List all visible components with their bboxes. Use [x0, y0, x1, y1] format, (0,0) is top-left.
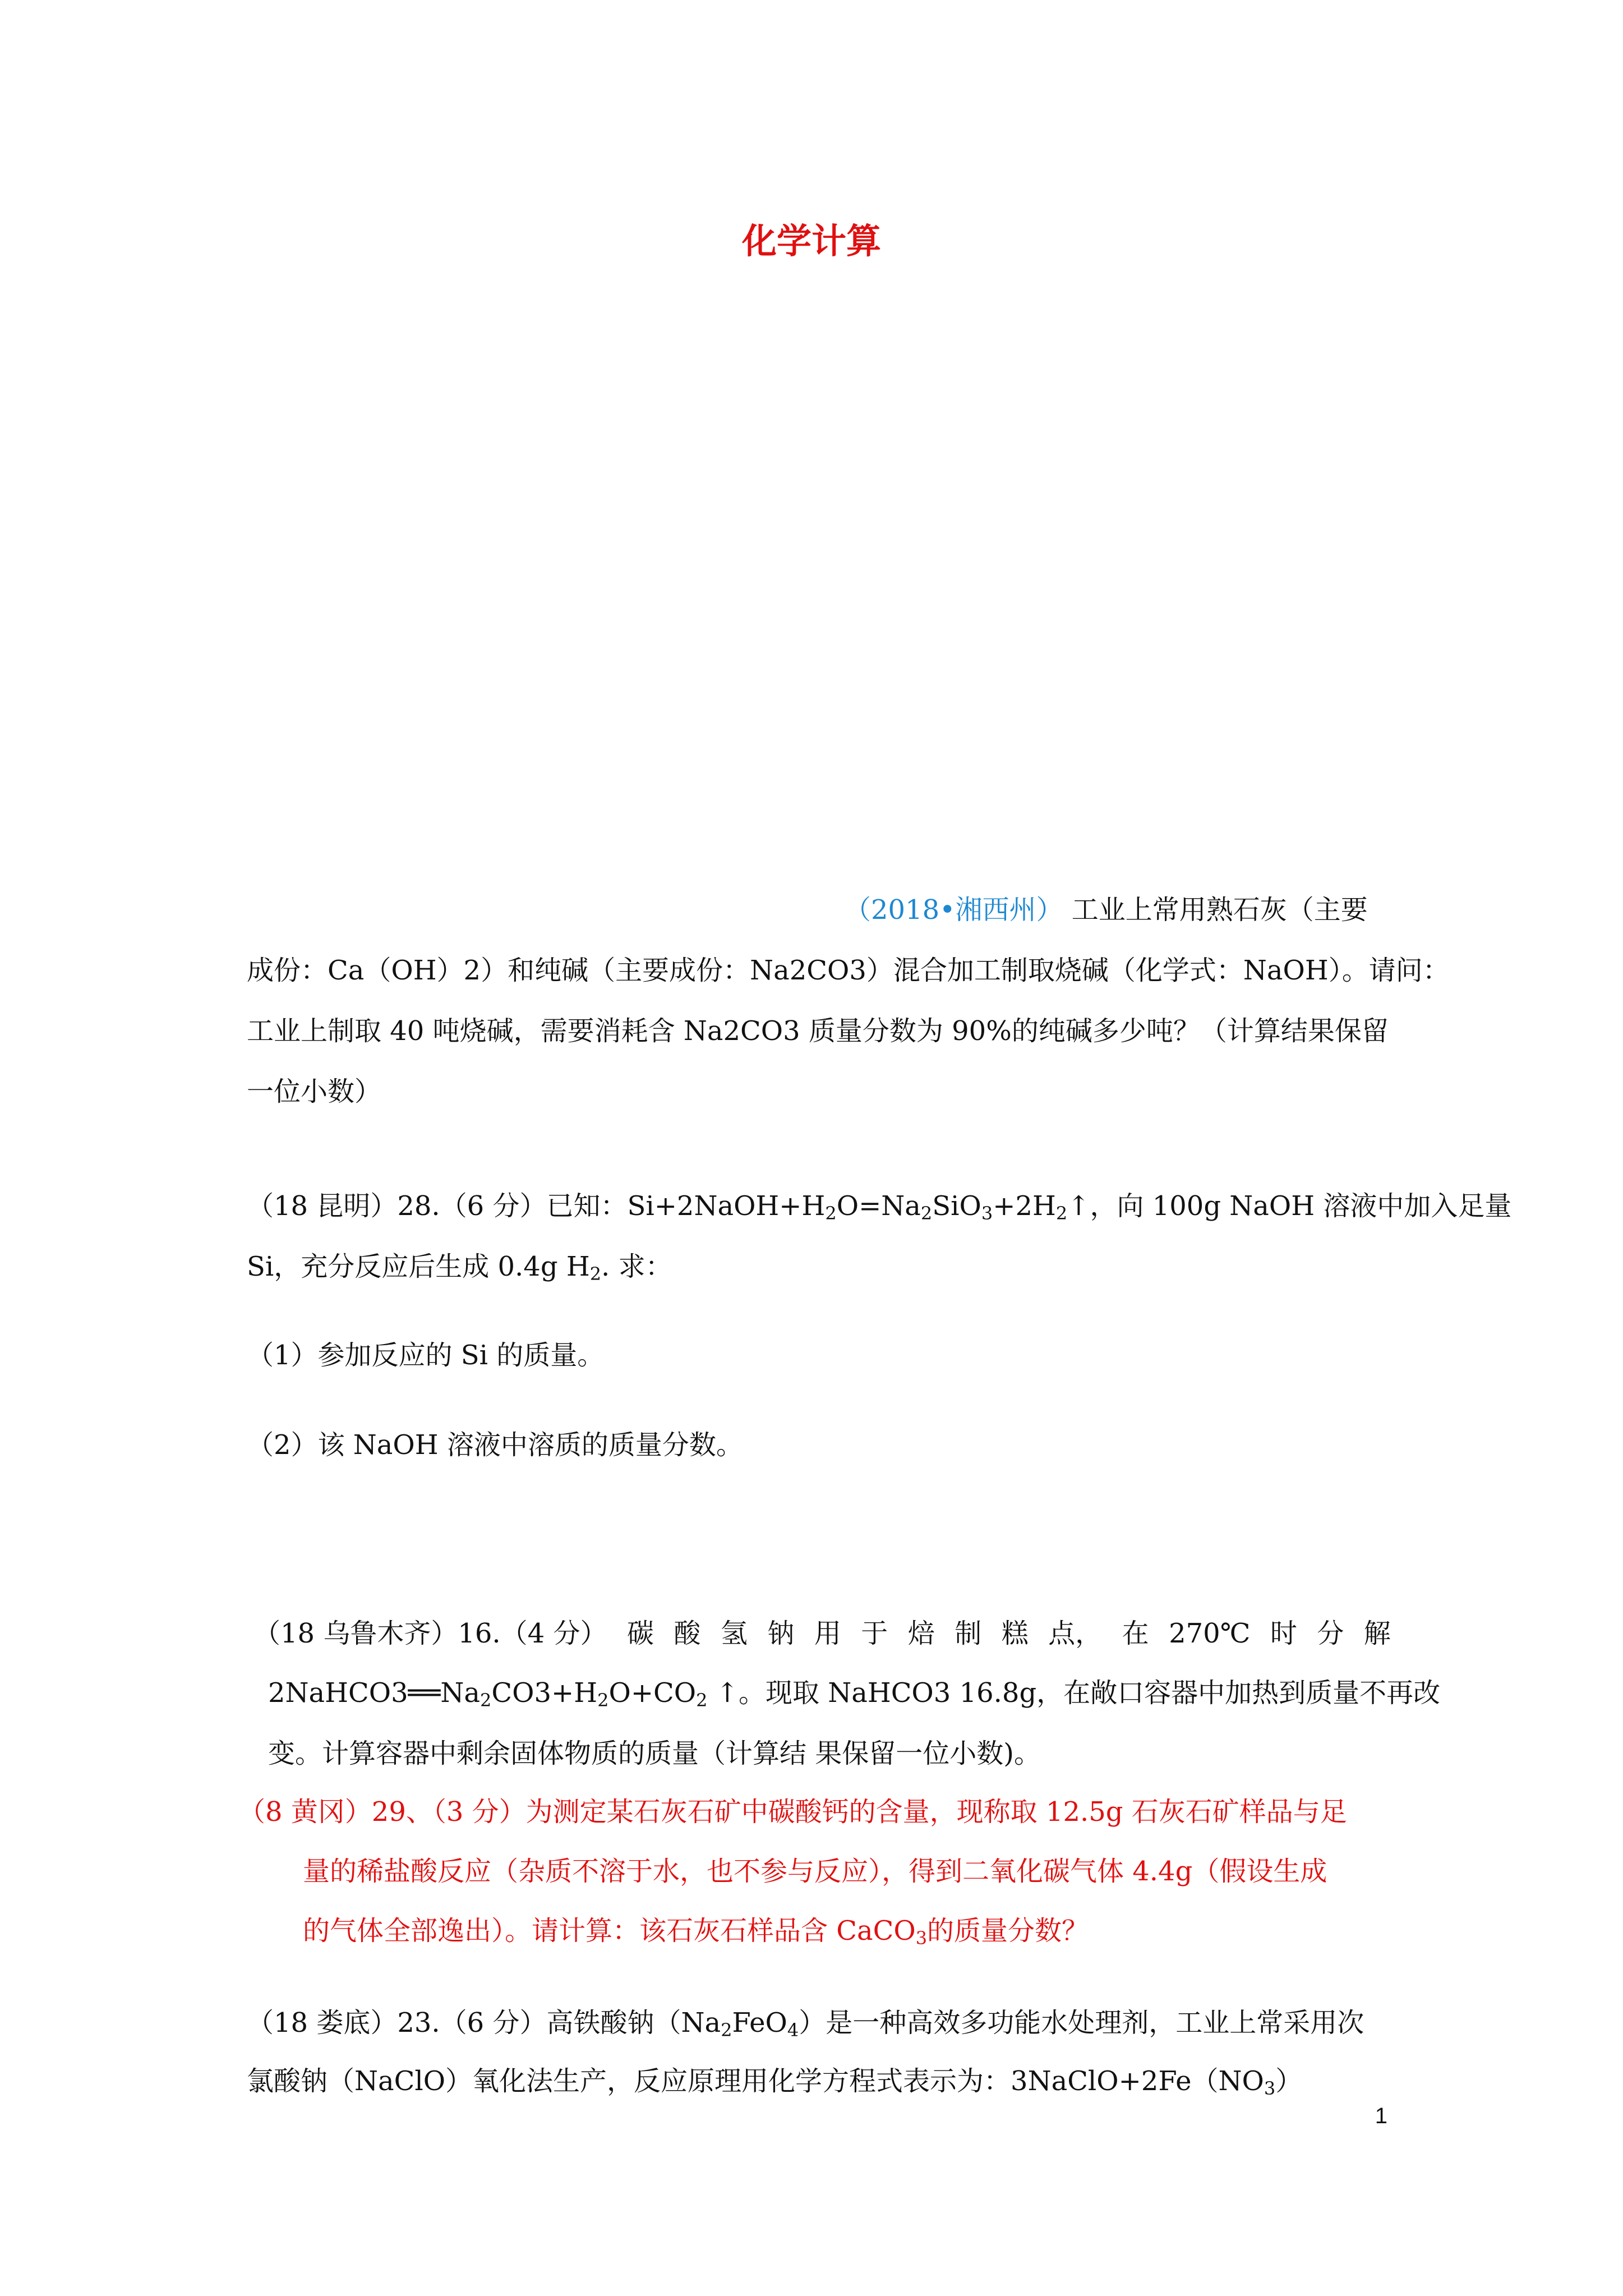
q3-line-1-part: 在 [1122, 1618, 1149, 1649]
q1-line-2: 成份：Ca（OH）2）和纯碱（主要成份：Na2CO3）混合加工制取烧碱（化学式：NaOH）。请问： [247, 955, 1450, 986]
q3-line-3: 变。计算容器中剩余固体物质的质量（计算结 果保留一位小数)。 [268, 1738, 1041, 1769]
q2-item-1: （1）参加反应的 Si 的质量。 [247, 1340, 605, 1371]
q3-line-1-part: 时 [1270, 1618, 1297, 1649]
q3-line-1-part: 用 [814, 1618, 841, 1649]
q5-line-2: 氯酸钠（NaClO）氧化法生产，反应原理用化学方程式表示为：$3NaClO+2Fe(NO_3)$ [247, 2065, 1303, 2099]
q3-line-1-part: 解 [1363, 1618, 1391, 1649]
q4-line-3: 的气体全部逸出）。请计算：该石灰石样品含 CaCO$_3$的质量分数？ [303, 1915, 1089, 1949]
q3-line-1-part: 分 [1317, 1618, 1344, 1649]
q3-line-1-part: 焙 [907, 1618, 935, 1649]
q4-line-2: 量的稀盐酸反应（杂质不溶于水，也不参与反应），得到二氧化碳气体 4.4g（假设生成 [303, 1856, 1327, 1887]
q1-line-4: 一位小数） [247, 1076, 382, 1107]
q3-line-1 [253, 1617, 1391, 1650]
q3-line-1-part: 酸 [674, 1618, 701, 1649]
q2-item-2: （2）该 NaOH 溶液中溶质的质量分数。 [247, 1429, 743, 1461]
q3-line-1-part: 点， [1048, 1618, 1103, 1649]
q2-line-1: （18 昆明）28.（6 分）已知：$Si+2NaOH+H_2O=Na_2SiO_3+2H_2↑$，向 100g NaOH 溶液中加入足量 [247, 1190, 1512, 1224]
q1-line-1 [844, 893, 1394, 927]
q3-line-1-part: 制 [955, 1618, 982, 1649]
q1-source: （2018•湘西州） [844, 894, 1063, 926]
q3-line-2: $2NaHCO3══Na_2CO3+H_2O+CO_2$ ↑。现取 NaHCO3 16.8g，在敞口容器中加热到质量不再改 [268, 1677, 1441, 1711]
q3-line-1-part: 钠 [767, 1618, 795, 1649]
q4-line-1: （8 黄冈）29、（3 分）为测定某石灰石矿中碳酸钙的含量，现称取 12.5g 石灰石矿样品与足 [238, 1796, 1347, 1828]
q3-line-1-part: （18 乌鲁木齐）16.（4 分） [253, 1618, 607, 1649]
q3-line-1-part: 270℃ [1169, 1618, 1251, 1649]
page-title: 化学计算 [741, 220, 881, 261]
q1-line-3: 工业上制取 40 吨烧碱，需要消耗含 Na2CO3 质量分数为 90%的纯碱多少吨？（计算结果保留 [247, 1015, 1389, 1047]
q3-line-1-part: 氢 [720, 1618, 748, 1649]
q5-line-1: （18 娄底）23.（6 分）高铁酸钠$(Na_2FeO_4)$是一种高效多功能水处理剂，工业上常采用次 [247, 2007, 1364, 2041]
q3-line-1-part: 碳 [626, 1618, 654, 1649]
q2-line-2: Si，充分反应后生成 0.4g $H_2$. 求： [247, 1251, 672, 1285]
q3-line-1-part: 于 [861, 1618, 888, 1649]
page-number: 1 [1375, 2104, 1387, 2128]
q3-line-1-part: 糕 [1001, 1618, 1029, 1649]
q1-line-1-text: 工业上常用熟石灰（主要 [1071, 894, 1368, 926]
